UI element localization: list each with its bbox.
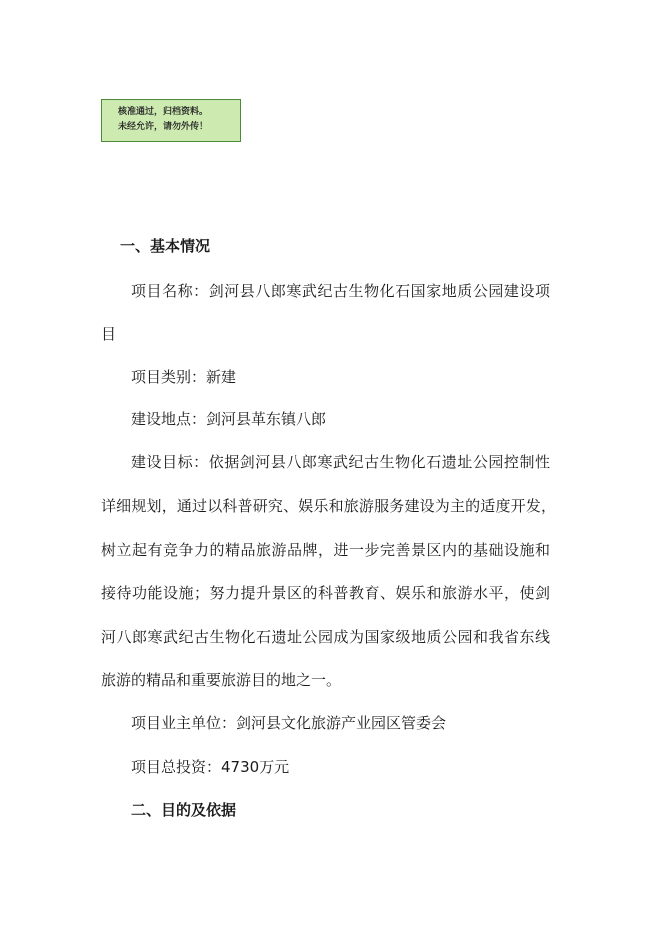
- goal-line-3: 树立起有竞争力的精品旅游品牌，进一步完善景区内的基础设施和: [101, 541, 550, 559]
- project-location: 建设地点：剑河县革东镇八郎: [131, 410, 327, 428]
- project-name-line-1: 项目名称：剑河县八郎寒武纪古生物化石国家地质公园建设项: [131, 282, 550, 300]
- project-name-line-2: 目: [101, 325, 117, 343]
- stamp-line-confidential: 未经允许，请勿外传！: [118, 122, 209, 132]
- project-investment: 项目总投资：4730万元: [131, 758, 290, 776]
- goal-line-2: 详细规划，通过以科普研究、娱乐和旅游服务建设为主的适度开发，: [101, 497, 556, 515]
- section-1-heading: 一、基本情况: [120, 237, 211, 255]
- goal-line-4: 接待功能设施；努力提升景区的科普教育、娱乐和旅游水平，使剑: [101, 584, 550, 602]
- section-2-heading: 二、目的及依据: [131, 801, 237, 819]
- project-type: 项目类别：新建: [131, 368, 237, 386]
- project-owner: 项目业主单位：剑河县文化旅游产业园区管委会: [131, 714, 447, 732]
- goal-line-5: 河八郎寒武纪古生物化石遗址公园成为国家级地质公园和我省东线: [101, 628, 550, 646]
- stamp-line-approved: 核准通过，归档资料。: [118, 107, 209, 117]
- goal-line-6: 旅游的精品和重要旅游目的地之一。: [101, 671, 342, 689]
- goal-line-1: 建设目标：依据剑河县八郎寒武纪古生物化石遗址公园控制性: [131, 453, 550, 471]
